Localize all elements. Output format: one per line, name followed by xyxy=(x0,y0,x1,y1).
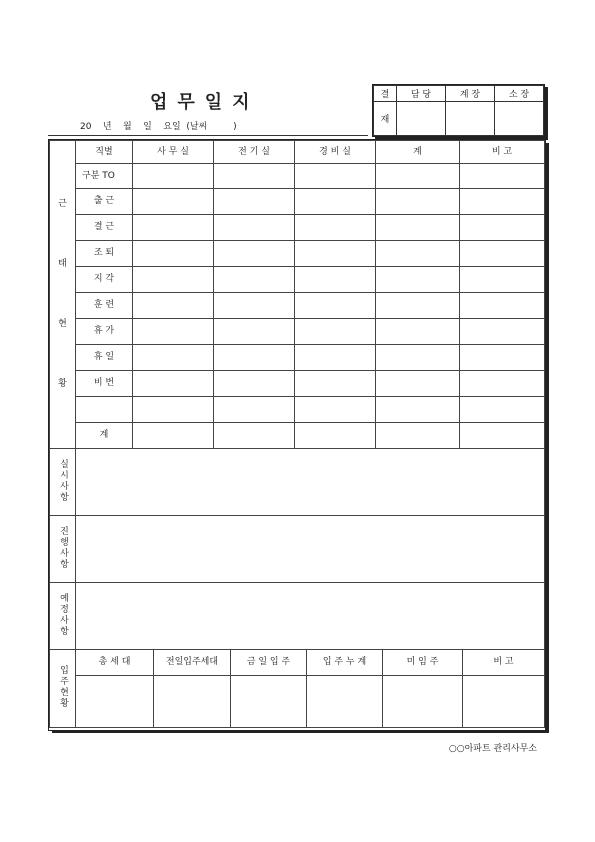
cell[interactable] xyxy=(214,189,295,215)
residents-cell[interactable] xyxy=(463,676,545,728)
cell[interactable] xyxy=(295,371,376,397)
footer-office: ○○아파트 관리사무소 xyxy=(448,744,537,754)
cell[interactable] xyxy=(214,267,295,293)
row-label: 휴 가 xyxy=(76,319,133,345)
row-label: 결 근 xyxy=(76,215,133,241)
row-label: 조 퇴 xyxy=(76,241,133,267)
cell[interactable] xyxy=(214,319,295,345)
cell[interactable] xyxy=(214,293,295,319)
cell[interactable] xyxy=(214,371,295,397)
title-underline xyxy=(48,135,368,136)
cell[interactable] xyxy=(295,293,376,319)
row-label: 출 근 xyxy=(76,189,133,215)
cell[interactable] xyxy=(133,345,214,371)
residents-cell[interactable] xyxy=(76,676,154,728)
cell[interactable] xyxy=(295,267,376,293)
attendance-label-char: 황 xyxy=(58,379,67,389)
col-office: 사 무 실 xyxy=(133,141,214,164)
residents-cell[interactable] xyxy=(154,676,231,728)
cell[interactable] xyxy=(376,215,460,241)
section-planned-label xyxy=(50,583,76,650)
cell[interactable] xyxy=(295,241,376,267)
header-job-type: 직별 xyxy=(76,141,133,164)
approval-col-2: 계 장 xyxy=(446,86,495,102)
cell[interactable] xyxy=(295,189,376,215)
cell[interactable] xyxy=(295,397,376,423)
cell[interactable] xyxy=(460,371,545,397)
cell[interactable] xyxy=(133,189,214,215)
cell[interactable] xyxy=(376,267,460,293)
attendance-label-char: 근 xyxy=(58,199,67,209)
page-title: 업무일지 xyxy=(150,92,260,113)
cell[interactable] xyxy=(295,319,376,345)
attendance-table xyxy=(49,140,545,449)
main-form xyxy=(48,139,546,731)
row-label: 계 xyxy=(76,423,133,449)
section-done-text: 실시사항 xyxy=(58,458,68,503)
approval-label-2: 재 xyxy=(374,102,397,136)
section-progress-text: 진행사항 xyxy=(58,525,68,570)
cell[interactable] xyxy=(214,345,295,371)
cell[interactable] xyxy=(376,293,460,319)
residents-table xyxy=(49,649,545,728)
cell[interactable] xyxy=(376,164,460,189)
cell[interactable] xyxy=(460,189,545,215)
residents-col: 총 세 대 xyxy=(76,650,154,676)
residents-label xyxy=(50,650,76,728)
date-weather-line: 20 년 월 일 요일 (날씨 ) xyxy=(80,122,237,132)
cell[interactable] xyxy=(460,293,545,319)
col-security: 경 비 실 xyxy=(295,141,376,164)
cell[interactable] xyxy=(133,267,214,293)
approval-sign-3[interactable] xyxy=(495,102,544,136)
approval-col-3: 소 장 xyxy=(495,86,544,102)
residents-col: 미 임 주 xyxy=(383,650,463,676)
section-progress-area[interactable] xyxy=(76,516,545,583)
approval-col-1: 담 당 xyxy=(397,86,446,102)
cell[interactable] xyxy=(460,345,545,371)
row-label: 지 각 xyxy=(76,267,133,293)
cell[interactable] xyxy=(133,397,214,423)
attendance-label-char: 태 xyxy=(58,259,67,269)
cell[interactable] xyxy=(376,189,460,215)
cell[interactable] xyxy=(376,241,460,267)
cell[interactable] xyxy=(214,397,295,423)
approval-label-1: 결 xyxy=(374,86,397,102)
residents-label-text: 입주현황 xyxy=(58,665,68,709)
residents-cell[interactable] xyxy=(307,676,383,728)
section-planned-text: 예정사항 xyxy=(58,592,68,637)
approval-box xyxy=(372,84,545,137)
cell[interactable] xyxy=(460,423,545,449)
notes-table xyxy=(49,448,545,650)
cell[interactable] xyxy=(133,241,214,267)
cell[interactable] xyxy=(214,164,295,189)
approval-sign-2[interactable] xyxy=(446,102,495,136)
cell[interactable] xyxy=(133,164,214,189)
residents-cell[interactable] xyxy=(231,676,307,728)
cell[interactable] xyxy=(460,267,545,293)
cell[interactable] xyxy=(295,215,376,241)
cell[interactable] xyxy=(376,371,460,397)
cell[interactable] xyxy=(376,319,460,345)
cell[interactable] xyxy=(295,345,376,371)
cell[interactable] xyxy=(460,397,545,423)
col-electric: 전 기 실 xyxy=(214,141,295,164)
section-done-label xyxy=(50,449,76,516)
cell[interactable] xyxy=(295,423,376,449)
cell[interactable] xyxy=(214,241,295,267)
cell[interactable] xyxy=(133,371,214,397)
cell[interactable] xyxy=(133,215,214,241)
cell[interactable] xyxy=(376,423,460,449)
residents-col: 금 일 입 주 xyxy=(231,650,307,676)
header-category-to: 구분 TO xyxy=(76,164,133,189)
residents-col: 비 고 xyxy=(463,650,545,676)
approval-sign-1[interactable] xyxy=(397,102,446,136)
cell[interactable] xyxy=(214,423,295,449)
section-planned-area[interactable] xyxy=(76,583,545,650)
row-label: 훈 련 xyxy=(76,293,133,319)
attendance-label-char: 현 xyxy=(58,319,67,329)
cell[interactable] xyxy=(295,164,376,189)
cell[interactable] xyxy=(460,319,545,345)
row-label xyxy=(76,397,133,423)
cell[interactable] xyxy=(460,164,545,189)
residents-col: 입 주 누 계 xyxy=(307,650,383,676)
attendance-section-label xyxy=(50,141,76,449)
cell[interactable] xyxy=(133,423,214,449)
section-done-area[interactable] xyxy=(76,449,545,516)
cell[interactable] xyxy=(460,241,545,267)
row-label: 비 번 xyxy=(76,371,133,397)
cell[interactable] xyxy=(214,215,295,241)
cell[interactable] xyxy=(376,345,460,371)
cell[interactable] xyxy=(376,397,460,423)
residents-cell[interactable] xyxy=(383,676,463,728)
cell[interactable] xyxy=(460,215,545,241)
col-remarks: 비 고 xyxy=(460,141,545,164)
residents-col: 전일입주세대 xyxy=(154,650,231,676)
col-total: 계 xyxy=(376,141,460,164)
section-progress-label xyxy=(50,516,76,583)
cell[interactable] xyxy=(133,293,214,319)
row-label: 휴 일 xyxy=(76,345,133,371)
cell[interactable] xyxy=(133,319,214,345)
